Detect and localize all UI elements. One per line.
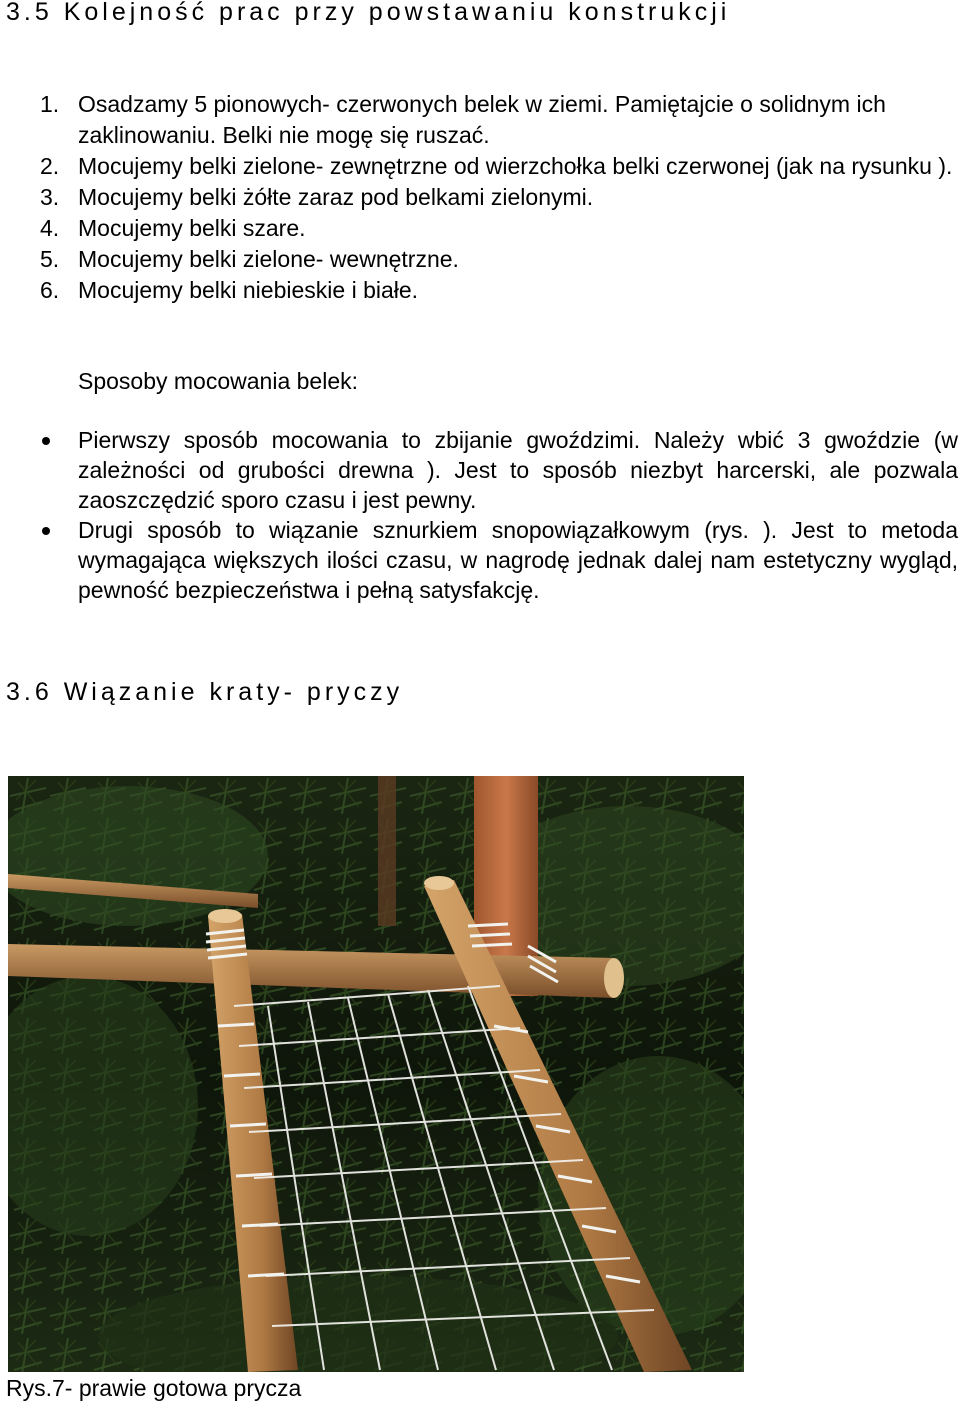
list-item [40,89,960,151]
mounting-methods-list [40,425,958,605]
list-item-text: Mocujemy belki szare. [78,215,306,241]
list-item-text: Pierwszy sposób mocowania to zbijanie gwoździmi. Należy wbić 3 gwoździe (w zależności od grubości drewna ). Jest to sposób niezbyt harcerski, ale pozwala zaoszczędzić sporo czasu i jest pewny. [78,427,958,513]
list-item-number: 4. [40,215,60,241]
list-item-number: 1. [40,91,60,117]
list-item-text: Drugi sposób to wiązanie sznurkiem snopowiązałkowym (rys. ). Jest to metoda wymagająca większych ilości czasu, w nagrodę jednak dalej nam estetyczny wygląd, pewność bezpieczeństwa i pełną satysfakcję. [78,517,958,603]
list-item [40,244,960,275]
list-item [40,151,960,182]
list-item-text: Mocujemy belki niebieskie i białe. [78,277,419,303]
section-heading-3-6: 3.6 Wiązanie kraty- pryczy [6,678,404,706]
list-item [40,275,960,306]
list-item [40,213,960,244]
bullet-dot-icon [42,437,50,445]
list-item-number: 6. [40,277,60,303]
list-item-text: Mocujemy belki zielone- wewnętrzne. [78,246,459,272]
mounting-methods-subtitle: Sposoby mocowania belek: [78,368,358,394]
list-item-text: Osadzamy 5 pionowych- czerwonych belek w ziemi. Pamiętajcie o solidnym ich zaklinowaniu. Belki nie mogę się ruszać. [78,91,886,148]
section-heading-3-5: 3.5 Kolejność prac przy powstawaniu konstrukcji [6,0,731,26]
bullet-dot-icon [42,527,50,535]
cot-photo-illustration [8,776,744,1372]
cot-photo [8,776,744,1372]
list-item-text: Mocujemy belki zielone- zewnętrzne od wierzchołka belki czerwonej (jak na rysunku ). [78,153,953,179]
list-item-number: 2. [40,153,60,179]
list-item-number: 5. [40,246,60,272]
list-item-number: 3. [40,184,60,210]
steps-list [40,89,960,306]
list-item [40,425,958,515]
list-item-text: Mocujemy belki żółte zaraz pod belkami zielonymi. [78,184,594,210]
figure-caption: Rys.7- prawie gotowa prycza [6,1375,302,1401]
list-item [40,182,960,213]
list-item [40,515,958,605]
